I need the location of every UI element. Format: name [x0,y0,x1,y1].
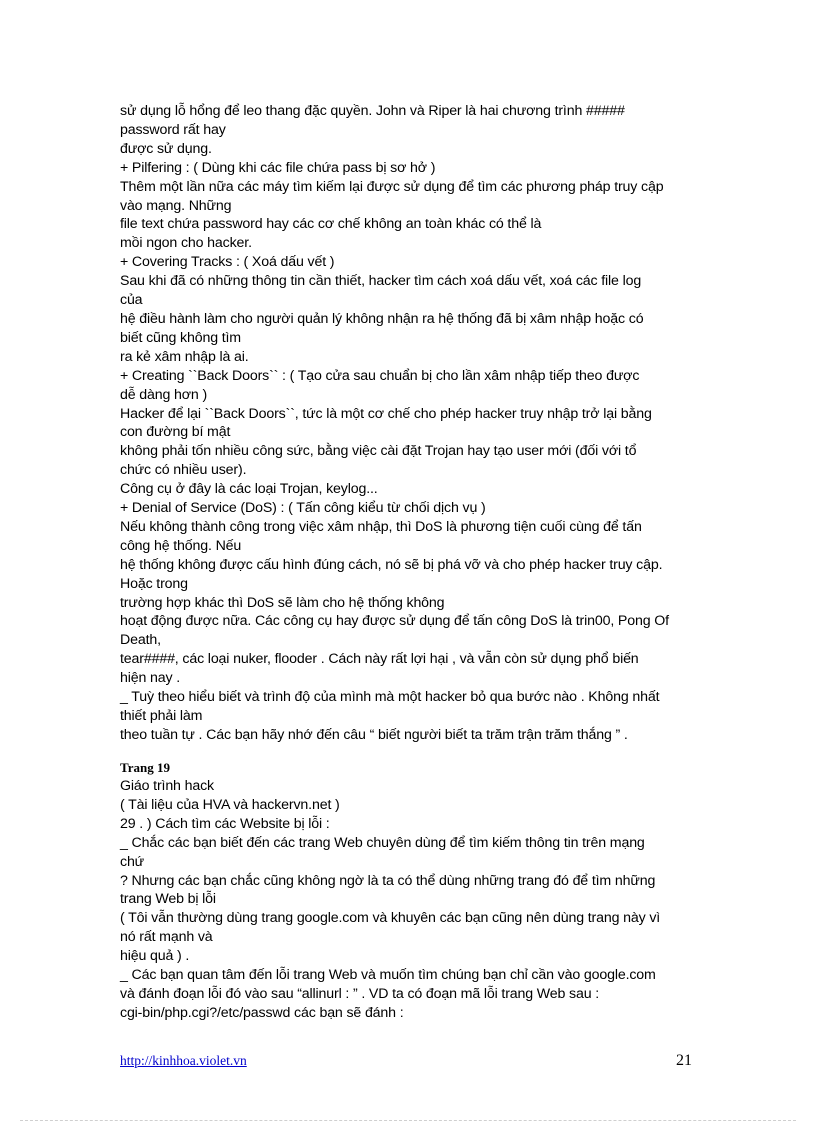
text-line: sử dụng lỗ hổng để leo thang đặc quyền. John và Riper là hai chương trình ##### [120,103,625,119]
page-number: 21 [676,1052,692,1069]
text-line: trường hợp khác thì DoS sẽ làm cho hệ thống không [120,594,445,611]
text-line: biết cũng không tìm [120,329,241,346]
text-line: + Covering Tracks : ( Xoá dấu vết ) [120,254,335,271]
text-line: của [120,292,143,309]
text-line: + Creating ``Back Doors`` : ( Tạo cửa sau chuẩn bị cho lần xâm nhập tiếp theo được [120,367,640,384]
text-line: + Denial of Service (DoS) : ( Tấn công kiểu từ chối dịch vụ ) [120,500,486,517]
body-text [120,102,700,745]
text-line: công hệ thống. Nếu [120,537,242,554]
text-line: nó rất mạnh và [120,929,213,946]
text-line: theo tuần tự . Các bạn hãy nhớ đến câu “ biết người biết ta trăm trận trăm thắng ” . [120,726,628,743]
text-line: hệ thống không được cấu hình đúng cách, nó sẽ bị phá vỡ và cho phép hacker truy cập. [120,556,663,573]
text-line: 29 . ) Cách tìm các Website bị lỗi : [120,815,330,832]
text-line: vào mạng. Những [120,197,232,214]
text-line: hoạt động được nữa. Các công cụ hay được sử dụng để tấn công DoS là trin00, Pong Of [120,613,669,630]
text-line: ra kẻ xâm nhập là ai. [120,348,249,365]
text-line: Công cụ ở đây là các loại Trojan, keylog... [120,481,378,498]
text-line: thiết phải làm [120,708,203,724]
text-line: _ Chắc các bạn biết đến các trang Web chuyên dùng để tìm kiếm thông tin trên mạng [120,834,645,851]
page-divider [20,1120,796,1121]
text-line: trang Web bị lỗi [120,891,216,908]
text-line: và đánh đoạn lỗi đó vào sau “allinurl : ” . VD ta có đoạn mã lỗi trang Web sau : [120,985,600,1002]
text-line: chứ [120,853,145,870]
text-line: dễ dàng hơn ) [120,386,208,403]
text-line: ( Tôi vẫn thường dùng trang google.com và khuyên các bạn cũng nên dùng trang này vì [120,910,661,927]
text-line: mồi ngon cho hacker. [120,235,252,252]
text-line: _ Tuỳ theo hiểu biết và trình độ của mình mà một hacker bỏ qua bước nào . Không nhất [120,689,660,706]
page-label: Trang 19 [120,760,170,775]
text-line: hiện nay . [120,670,181,687]
text-line: Hacker để lại ``Back Doors``, tức là một cơ chế cho phép hacker truy nhập trở lại bằng [120,405,652,422]
text-line: hiệu quả ) . [120,948,190,965]
text-line: Sau khi đã có những thông tin cần thiết, hacker tìm cách xoá dấu vết, xoá các file log [120,273,642,290]
text-line: Death, [120,632,161,649]
text-line: chức có nhiều user). [120,462,247,479]
text-line: con đường bí mật [120,424,231,441]
text-line: ( Tài liệu của HVA và hackervn.net ) [120,796,340,813]
text-line: không phải tốn nhiều công sức, bằng việc cài đặt Trojan hay tạo user mới (đối với tổ [120,443,637,460]
text-line: + Pilfering : ( Dùng khi các file chứa pass bị sơ hở ) [120,159,436,176]
text-line: Thêm một lần nữa các máy tìm kiếm lại được sử dụng để tìm các phương pháp truy cập [120,178,664,195]
footer-link[interactable]: http://kinhhoa.violet.vn [120,1053,247,1068]
text-line: được sử dụng. [120,140,212,157]
text-line: password rất hay [120,121,226,138]
text-line: Giáo trình hack [120,778,214,794]
text-line: file text chứa password hay các cơ chế không an toàn khác có thể là [120,216,542,233]
text-line: Hoặc trong [120,575,188,592]
text-line: ? Nhưng các bạn chắc cũng không ngờ là ta có thể dùng những trang đó để tìm những [120,872,656,889]
text-line: Nếu không thành công trong việc xâm nhập, thì DoS là phương tiện cuối cùng để tấn [120,518,642,535]
text-line: cgi-bin/php.cgi?/etc/passwd các bạn sẽ đánh : [120,1004,404,1021]
text-line: tear####, các loại nuker, flooder . Cách này rất lợi hại , và vẫn còn sử dụng phổ biến [120,651,639,668]
text-line: hệ điều hành làm cho người quản lý không nhận ra hệ thống đã bị xâm nhập hoặc có [120,310,644,327]
section-block [120,760,700,1023]
text-line: _ Các bạn quan tâm đến lỗi trang Web và muốn tìm chúng bạn chỉ cần vào google.com [120,967,656,984]
